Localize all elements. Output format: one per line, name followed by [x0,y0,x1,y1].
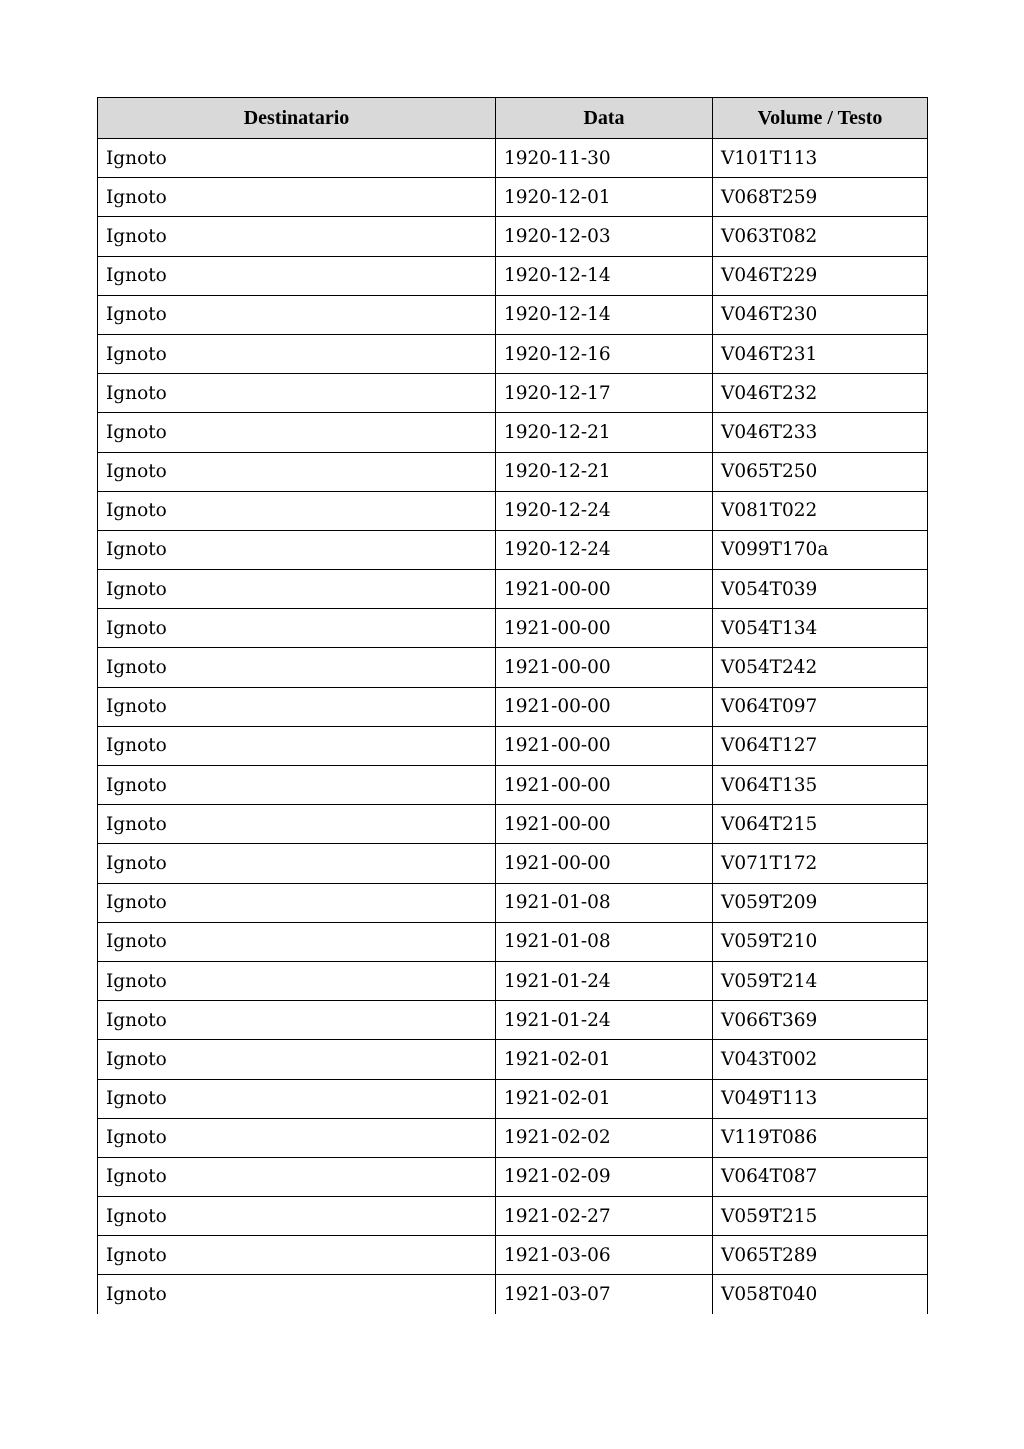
table-row [98,530,928,569]
volume-text-cell: V064T215 [713,805,928,844]
volume-text-cell: V063T082 [713,217,928,256]
table-row [98,139,928,178]
date-cell: 1920-12-21 [496,413,713,452]
volume-text-cell: V065T289 [713,1236,928,1275]
volume-text-cell: V099T170a [713,530,928,569]
date-cell: 1921-02-09 [496,1157,713,1196]
volume-text-cell: V046T229 [713,256,928,295]
volume-text-cell: V065T250 [713,452,928,491]
date-cell: 1921-01-08 [496,883,713,922]
date-cell: 1921-00-00 [496,726,713,765]
recipient-cell: Ignoto [98,922,496,961]
recipient-cell: Ignoto [98,178,496,217]
recipient-cell: Ignoto [98,1236,496,1275]
volume-text-cell: V046T231 [713,334,928,373]
date-cell: 1920-12-24 [496,530,713,569]
table-body [98,139,928,1314]
date-cell: 1921-01-08 [496,922,713,961]
date-cell: 1921-02-02 [496,1118,713,1157]
date-cell: 1921-00-00 [496,609,713,648]
recipient-cell: Ignoto [98,1157,496,1196]
date-cell: 1921-00-00 [496,805,713,844]
volume-text-cell: V119T086 [713,1118,928,1157]
table-row [98,374,928,413]
recipient-cell: Ignoto [98,1118,496,1157]
table-row [98,726,928,765]
table-row [98,178,928,217]
recipient-cell: Ignoto [98,139,496,178]
table-row [98,805,928,844]
column-header-destinatario: Destinatario [98,98,496,139]
volume-text-cell: V059T210 [713,922,928,961]
table-row [98,295,928,334]
date-cell: 1920-12-21 [496,452,713,491]
volume-text-cell: V064T097 [713,687,928,726]
table-row [98,766,928,805]
date-cell: 1921-00-00 [496,844,713,883]
recipient-cell: Ignoto [98,1079,496,1118]
recipient-cell: Ignoto [98,726,496,765]
table-row [98,844,928,883]
volume-text-cell: V054T039 [713,570,928,609]
date-cell: 1921-02-01 [496,1040,713,1079]
table-row [98,961,928,1000]
table-row [98,256,928,295]
table-row [98,217,928,256]
recipient-cell: Ignoto [98,961,496,1000]
table-row [98,452,928,491]
recipient-cell: Ignoto [98,491,496,530]
table-row [98,687,928,726]
table-row [98,883,928,922]
table-row [98,1118,928,1157]
volume-text-cell: V054T134 [713,609,928,648]
volume-text-cell: V058T040 [713,1275,928,1314]
column-header-data: Data [496,98,713,139]
date-cell: 1921-03-07 [496,1275,713,1314]
table-row [98,334,928,373]
table-row [98,922,928,961]
recipient-cell: Ignoto [98,1040,496,1079]
header-row [98,98,928,139]
table-header [98,98,928,139]
table-row [98,1040,928,1079]
recipient-cell: Ignoto [98,883,496,922]
date-cell: 1920-12-14 [496,256,713,295]
date-cell: 1920-12-24 [496,491,713,530]
date-cell: 1921-00-00 [496,766,713,805]
table-row [98,1197,928,1236]
recipient-cell: Ignoto [98,256,496,295]
table-row [98,1157,928,1196]
volume-text-cell: V054T242 [713,648,928,687]
recipient-cell: Ignoto [98,570,496,609]
recipient-cell: Ignoto [98,1275,496,1314]
recipient-cell: Ignoto [98,648,496,687]
volume-text-cell: V101T113 [713,139,928,178]
date-cell: 1920-12-17 [496,374,713,413]
recipient-cell: Ignoto [98,1001,496,1040]
table-row [98,1236,928,1275]
column-header-volume-testo: Volume / Testo [713,98,928,139]
recipient-cell: Ignoto [98,687,496,726]
table-row [98,570,928,609]
table-row [98,648,928,687]
date-cell: 1920-12-03 [496,217,713,256]
date-cell: 1921-03-06 [496,1236,713,1275]
volume-text-cell: V046T230 [713,295,928,334]
volume-text-cell: V081T022 [713,491,928,530]
volume-text-cell: V059T214 [713,961,928,1000]
recipient-cell: Ignoto [98,374,496,413]
volume-text-cell: V059T215 [713,1197,928,1236]
recipient-cell: Ignoto [98,844,496,883]
table-row [98,1079,928,1118]
volume-text-cell: V064T127 [713,726,928,765]
recipient-cell: Ignoto [98,217,496,256]
date-cell: 1920-12-14 [496,295,713,334]
volume-text-cell: V068T259 [713,178,928,217]
table-row [98,1001,928,1040]
recipient-cell: Ignoto [98,452,496,491]
date-cell: 1921-00-00 [496,570,713,609]
recipient-cell: Ignoto [98,1197,496,1236]
recipient-cell: Ignoto [98,766,496,805]
date-cell: 1921-00-00 [496,687,713,726]
recipient-cell: Ignoto [98,609,496,648]
volume-text-cell: V046T233 [713,413,928,452]
date-cell: 1921-02-27 [496,1197,713,1236]
volume-text-cell: V049T113 [713,1079,928,1118]
volume-text-cell: V071T172 [713,844,928,883]
volume-text-cell: V066T369 [713,1001,928,1040]
date-cell: 1920-12-16 [496,334,713,373]
volume-text-cell: V043T002 [713,1040,928,1079]
letters-table [97,97,928,1314]
date-cell: 1920-11-30 [496,139,713,178]
recipient-cell: Ignoto [98,805,496,844]
recipient-cell: Ignoto [98,413,496,452]
table-row [98,413,928,452]
recipient-cell: Ignoto [98,530,496,569]
volume-text-cell: V064T135 [713,766,928,805]
table-row [98,1275,928,1314]
date-cell: 1921-02-01 [496,1079,713,1118]
date-cell: 1921-01-24 [496,1001,713,1040]
date-cell: 1921-00-00 [496,648,713,687]
recipient-cell: Ignoto [98,334,496,373]
recipient-cell: Ignoto [98,295,496,334]
volume-text-cell: V059T209 [713,883,928,922]
volume-text-cell: V046T232 [713,374,928,413]
table-row [98,609,928,648]
date-cell: 1921-01-24 [496,961,713,1000]
date-cell: 1920-12-01 [496,178,713,217]
volume-text-cell: V064T087 [713,1157,928,1196]
table-row [98,491,928,530]
